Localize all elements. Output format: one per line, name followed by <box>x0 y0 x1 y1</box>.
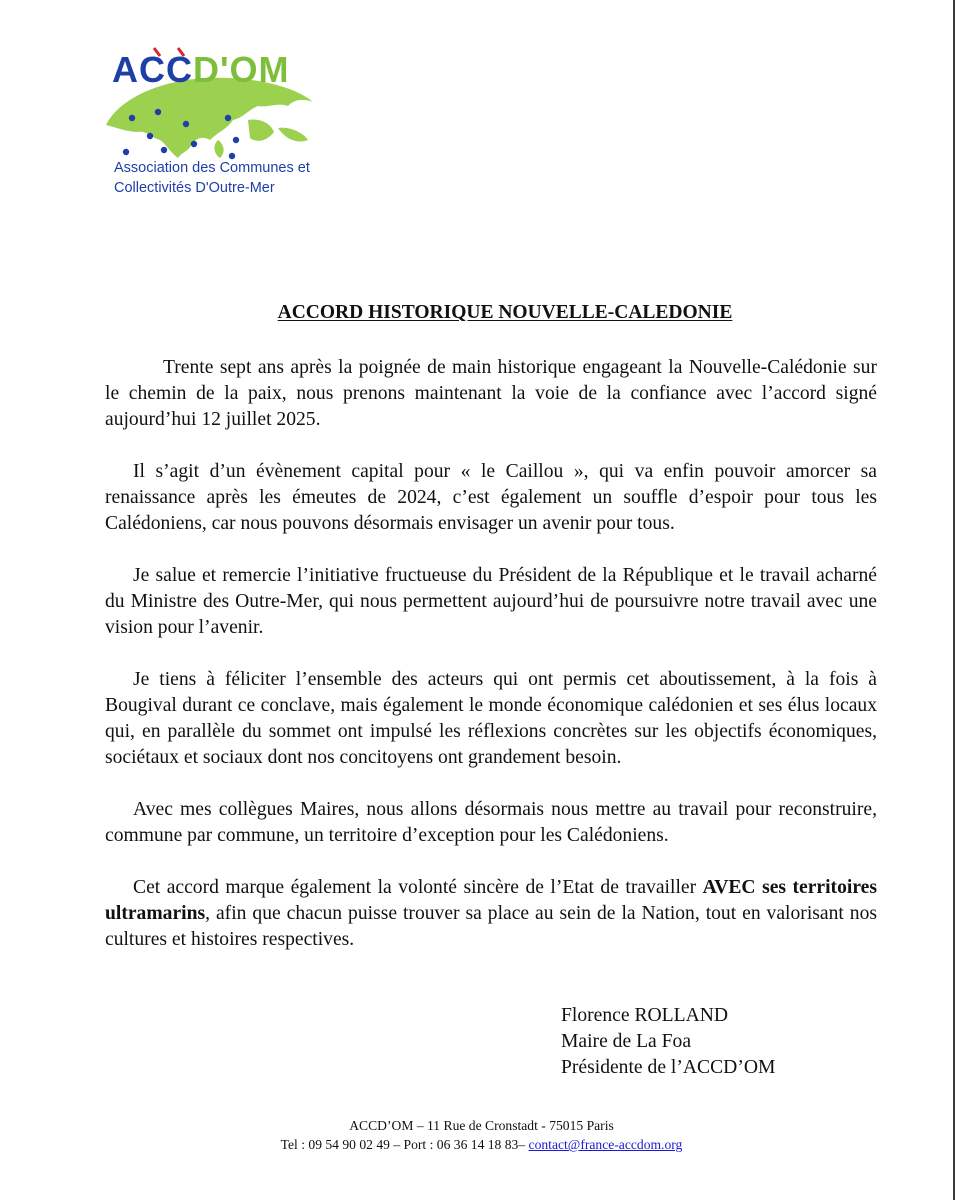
document-title: ACCORD HISTORIQUE NOUVELLE-CALEDONIE <box>277 302 733 323</box>
logo-wordmark: ACCD'OM <box>112 49 290 90</box>
logo-line2: Collectivités D'Outre-Mer <box>114 180 275 196</box>
signatory-name: Florence ROLLAND <box>561 1005 729 1026</box>
footer-email-link[interactable]: contact@france-accdom.org <box>528 1137 683 1152</box>
logo-graphic <box>98 40 328 210</box>
footer-phones: Tel : 09 54 90 02 49 – Port : 06 36 14 18 83– <box>280 1137 529 1152</box>
accdom-logo <box>98 40 328 210</box>
signatory-role-mayor: Maire de La Foa <box>561 1031 692 1052</box>
paragraph-6-start: Cet accord marque également la volonté sincère de l’Etat de travailler <box>133 877 703 898</box>
footer-address: ACCD’OM – 11 Rue de Cronstadt - 75015 Paris <box>349 1118 614 1133</box>
paragraph-2: Il s’agit d’un évènement capital pour « le Caillou », qui va enfin pouvoir amorcer sa renaissance après les émeutes de 2024, c’est également un souffle d’espoir pour tous les Calédoniens, car nous pouvons désormais envisager un avenir pour tous. <box>105 461 877 534</box>
logo-line1: Association des Communes et <box>114 160 310 176</box>
footer <box>0 1116 955 1154</box>
paragraph-4: Je tiens à féliciter l’ensemble des acteurs qui ont permis cet aboutissement, à la fois à Bougival durant ce conclave, mais également le monde économique calédonien et ses élus locaux qui, en parallèle du sommet ont impulsé les réflexions concrètes sur les objectifs économiques, sociétaux et sociaux dont nos concitoyens ont grandement besoin. <box>105 669 877 768</box>
footer-contact <box>0 1135 955 1154</box>
paragraph-3: Je salue et remercie l’initiative fructueuse du Président de la République et le travail acharné du Ministre des Outre-Mer, qui nous permettent aujourd’hui de poursuivre notre travail avec une vision pour l’avenir. <box>105 565 877 638</box>
paragraph-6 <box>105 875 877 953</box>
paragraph-6-emphasis: AVEC ses territoires ultramarins <box>105 877 877 924</box>
signatory-role-president: Présidente de l’ACCD’OM <box>561 1057 776 1078</box>
signature-block <box>561 1003 775 1081</box>
paragraph-5: Avec mes collègues Maires, nous allons désormais nous mettre au travail pour reconstruire, commune par commune, un territoire d’exception pour les Calédoniens. <box>105 799 877 846</box>
letter-body <box>105 355 877 979</box>
paragraph-6-end: , afin que chacun puisse trouver sa place au sein de la Nation, tout en valorisant nos cultures et histoires respectives. <box>105 903 877 950</box>
paragraph-1: Trente sept ans après la poignée de main historique engageant la Nouvelle-Calédonie sur le chemin de la paix, nous prenons maintenant la voie de la confiance avec l’accord signé aujourd’hui 12 juillet 2025. <box>105 357 877 430</box>
